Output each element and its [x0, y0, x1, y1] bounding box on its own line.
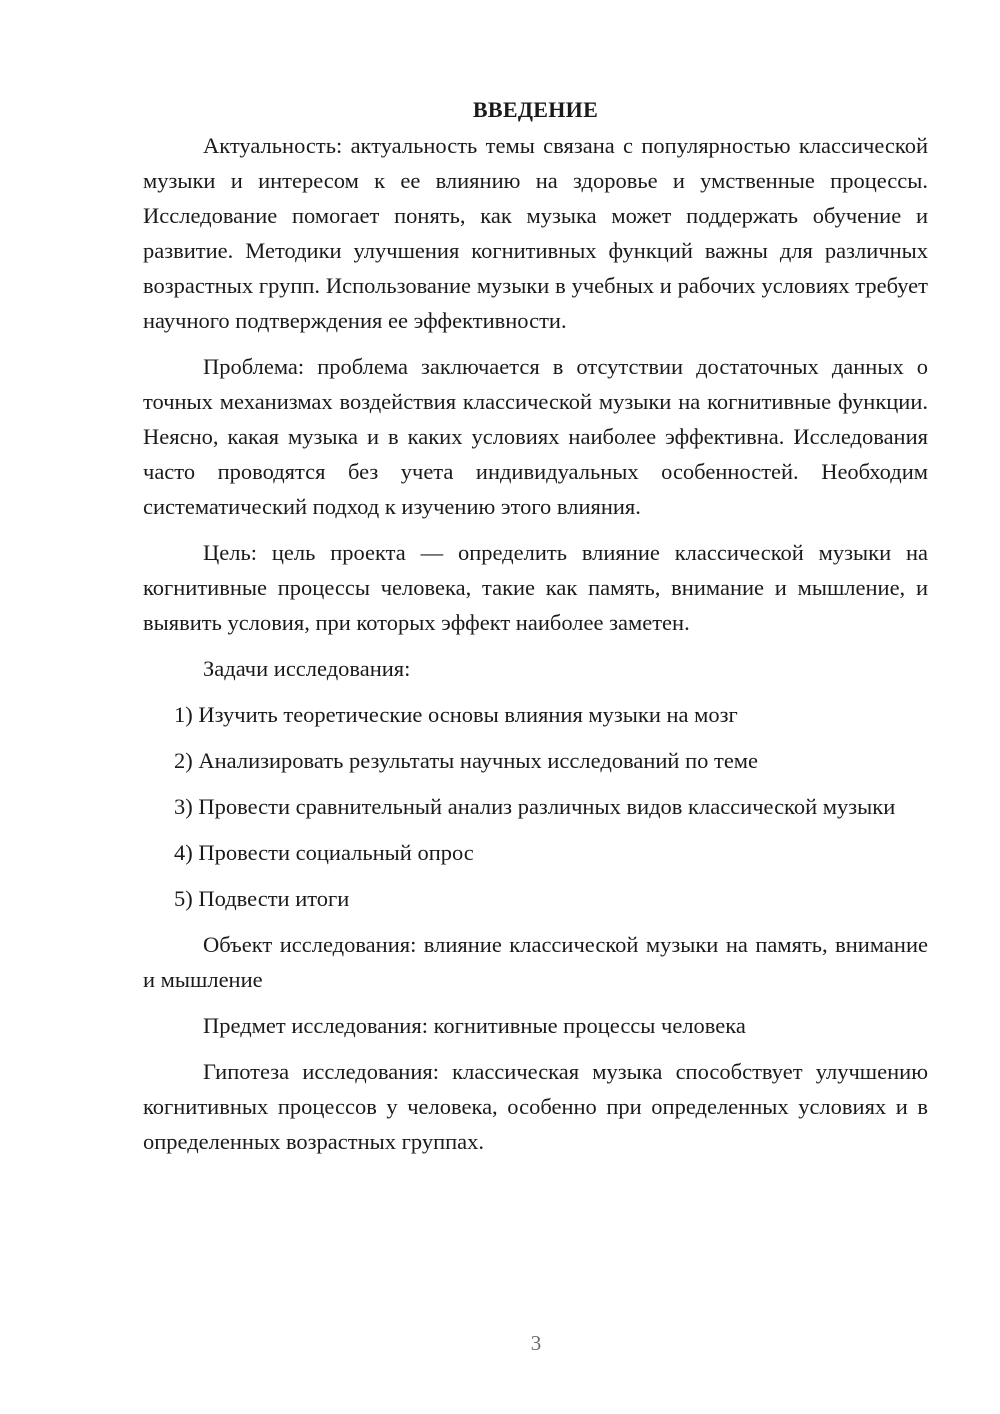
page-title: ВВЕДЕНИЕ: [472, 97, 599, 122]
subject-paragraph: Предмет исследования: когнитивные процессы человека: [203, 1013, 746, 1038]
object-paragraph: Объект исследования: влияние классической музыки на память, внимание и мышление: [143, 932, 928, 992]
tasks-list: [143, 697, 928, 916]
task-item: 4) Провести социальный опрос: [174, 840, 474, 865]
goal-paragraph: Цель: цель проекта — определить влияние классической музыки на когнитивные процессы человека, такие как память, внимание и мышление, и выявить условия, при которых эффект наиболее заметен.: [143, 540, 928, 635]
problem-paragraph: Проблема: проблема заключается в отсутствии достаточных данных о точных механизмах воздействия классической музыки на когнитивные функции. Неясно, какая музыка и в каких условиях наиболее эффективна. Исследования часто проводятся без учета индивидуальных особенностей. Необходим систематический подход к изучению этого влияния.: [143, 354, 928, 519]
document-page: [143, 92, 928, 1159]
tasks-heading: Задачи исследования:: [203, 656, 411, 681]
hypothesis-paragraph: Гипотеза исследования: классическая музыка способствует улучшению когнитивных процессов у человека, особенно при определенных условиях и в определенных возрастных группах.: [143, 1059, 928, 1154]
task-item: 2) Анализировать результаты научных исследований по теме: [174, 748, 759, 773]
task-item: 3) Провести сравнительный анализ различных видов классической музыки: [174, 794, 896, 819]
relevance-paragraph: Актуальность: актуальность темы связана с популярностью классической музыки и интересом к ее влиянию на здоровье и умственные процессы. Исследование помогает понять, как музыка может поддержать обучение и развитие. Методики улучшения когнитивных функций важны для различных возрастных групп. Использование музыки в учебных и рабочих условиях требует научного подтверждения ее эффективности.: [143, 133, 928, 333]
page-number: 3: [530, 1331, 542, 1355]
task-item: 1) Изучить теоретические основы влияния музыки на мозг: [174, 702, 738, 727]
task-item: 5) Подвести итоги: [174, 886, 350, 911]
